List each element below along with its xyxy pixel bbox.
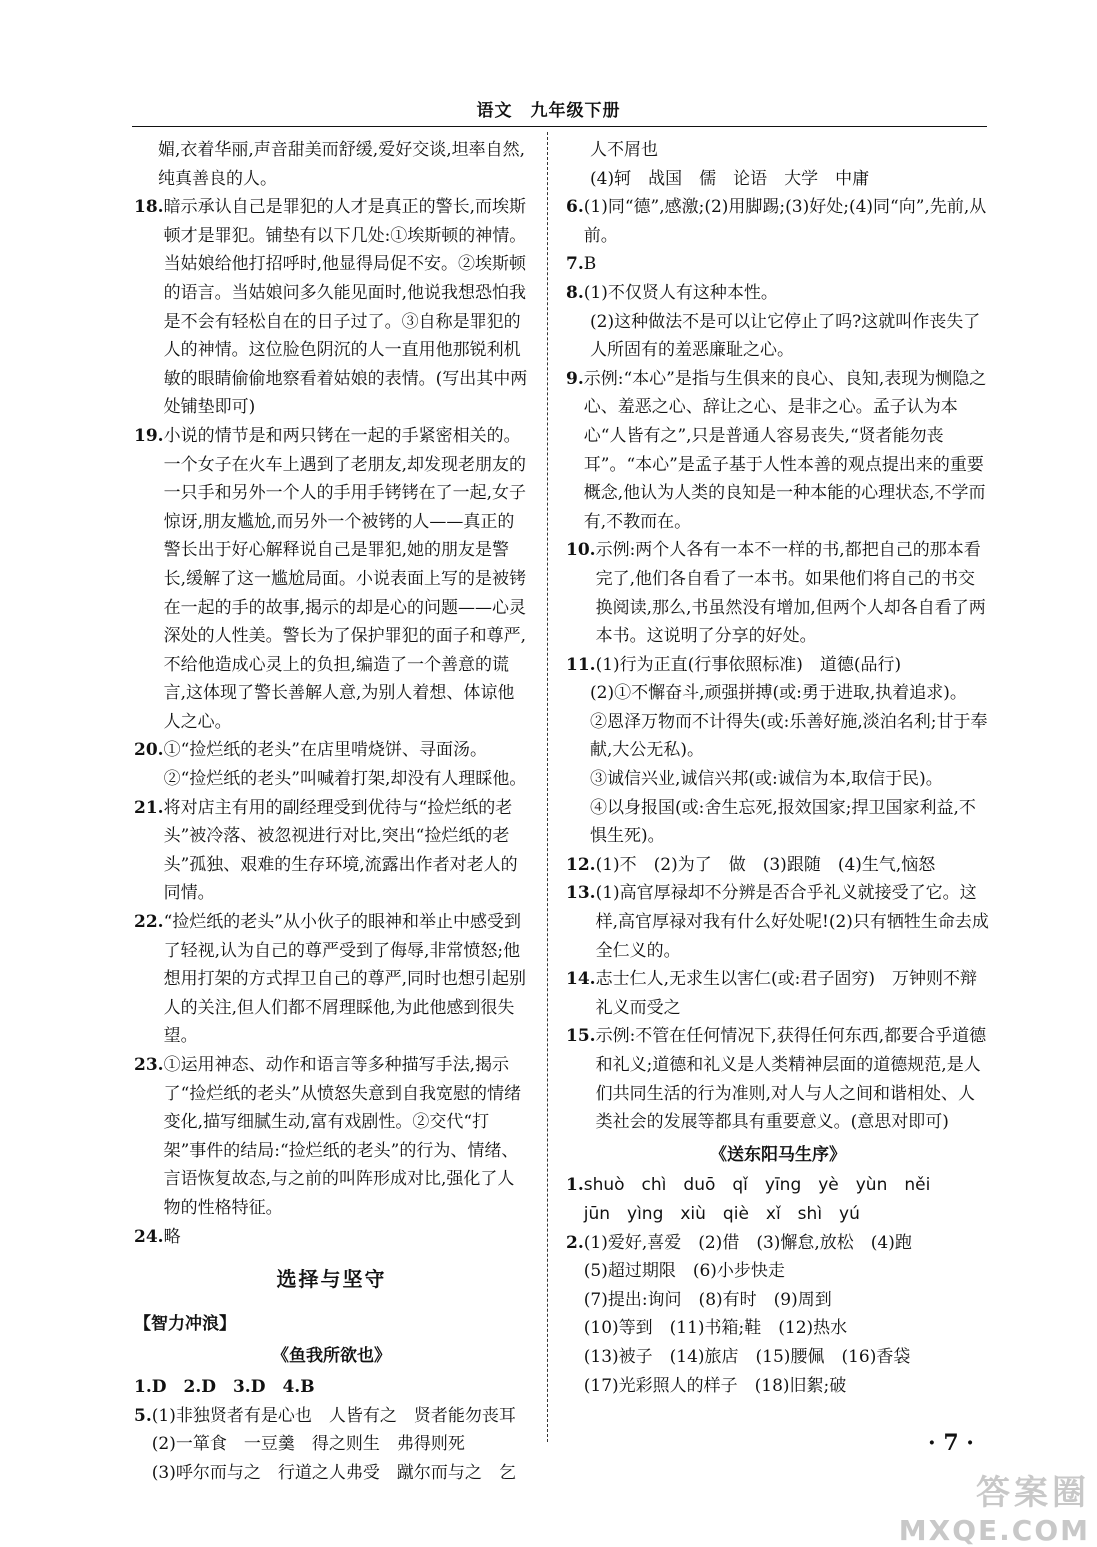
answer-text: “捡烂纸的老头”从小伙子的眼神和举止中感受到了轻视,认为自己的尊严受到了侮辱,非常愤怒;他想用打架的方式捍卫自己的尊严,同时也想引起别人的关注,但人们都不屑理睬他,为此他感到很失望。 [163,912,526,1047]
left-answer-list [134,193,529,1251]
answer-item [134,1051,529,1223]
answer-text: 将对店主有用的副经理受到优待与“捡烂纸的老头”被冷落、被忽视进行对比,突出“捡烂纸的老头”孤独、艰难的生存环境,流露出作者对老人的同情。 [163,797,518,904]
article-title: 《送东阳马生序》 [710,1144,846,1165]
article-title: 《鱼我所欲也》 [272,1346,391,1367]
answer-line: (17)光彩照人的样子 (18)旧絮;破 [583,1375,847,1396]
answer-text: B [583,254,597,275]
answer-number: 21. [134,797,164,818]
answer-item [134,908,529,1051]
answer-item-2 [566,1229,990,1401]
answer-text: (1)不 (2)为了 做 (3)跟随 (4)生气,恼怒 [595,854,936,875]
page-number: · 7 · [928,1430,974,1456]
answer-sub: ④以身报国(或:舍生忘死,报效国家;捍卫国家利益,不惧生死)。 [590,797,976,847]
answer-text: (1)高官厚禄却不分辨是否合乎礼义就接受了它。这样,高官厚禄对我有什么好处呢!(2)只有牺牲生命去成全仁义的。 [595,883,989,961]
answer-text: ①“捡烂纸的老头”在店里啃烧饼、寻面汤。②“捡烂纸的老头”叫喊着打架,却没有人理睬他。 [163,740,527,790]
answer-item [566,851,990,880]
answer-item [134,736,529,793]
right-answer-list-b [566,365,990,680]
right-answer-list-a [566,193,990,307]
section-tag: 【智力冲浪】 [134,1313,236,1334]
pinyin-line: jūn yìng xiù qiè xǐ shì yú [583,1203,860,1224]
answer-item [566,1022,990,1136]
answer-text: 示例:两个人各有一本不一样的书,都把自己的那本看完了,他们各自看了一本书。如果他们将自己的书交换阅读,那么,书虽然没有增加,但两个人却各自看了两本书。这说明了分享的好处。 [595,540,986,647]
continued-line: (4)轲 战国 儒 论语 大学 中庸 [590,168,870,189]
answer-text: 略 [163,1226,181,1247]
answer-sub: (2)这种做法不是可以让它停止了吗?这就叫作丧失了人所固有的羞恶廉耻之心。 [590,311,981,361]
answer-number: 5. [134,1405,152,1426]
answer-number: 8. [566,282,584,303]
answer-item [134,422,529,737]
continued-line: 人不屑也 [590,140,658,160]
answer-sub: (2)①不懈奋斗,顽强拼搏(或:勇于进取,执着追求)。 [590,683,967,704]
right-answer-list-c [566,851,990,1137]
answer-item [134,794,529,908]
answer-number: 13. [566,883,596,904]
answer-number: 20. [134,740,164,761]
page-header: 语文 九年级下册 [476,101,621,121]
answer-line: (5)超过期限 (6)小步快走 [583,1261,785,1282]
continued-text: 媚,衣着华丽,声音甜美而舒缓,爱好交谈,坦率自然,纯真善良的人。 [158,140,526,189]
answer-1-4: 1.D 2.D 3.D 4.B [134,1376,315,1397]
answer-line: (1)非独贤者有是心也 人皆有之 贤者能勿丧耳 [151,1405,516,1426]
answer-text: (1)不仅贤人有这种本性。 [583,282,778,303]
answer-text: 暗示承认自己是罪犯的人才是真正的警长,而埃斯顿才是罪犯。铺垫有以下几处:①埃斯顿的神情。当姑娘给他打招呼时,他显得局促不安。②埃斯顿的语言。当姑娘问多久能见面时,他说我想恐怕我是不会有轻松自在的日子过了。③自称是罪犯的人的神情。这位脸色阴沉的人一直用他那锐利机敏的眼睛偷偷地察看着姑娘的表情。(写出其中两处铺垫即可) [163,197,528,418]
answer-line: (3)呼尔而与之 行道之人弗受 蹴尔而与之 乞 [151,1462,516,1483]
answer-item [566,193,990,250]
answer-number: 14. [566,969,596,990]
left-column [134,136,529,1487]
header-rule [132,126,987,127]
answer-line: (7)提出:询问 (8)有时 (9)周到 [583,1289,832,1310]
answer-item [566,651,990,680]
answer-text: (1)同“德”,感激;(2)用脚踢;(3)好处;(4)同“向”,先前,从前。 [583,197,987,246]
answer-sub: ②恩泽万物而不计得失(或:乐善好施,淡泊名利;甘于奉献,大公无私)。 [590,711,988,761]
answer-item [566,879,990,965]
answer-number: 9. [566,368,584,389]
pinyin-line: shuò chì duō qǐ yīng yè yùn něi [583,1175,931,1196]
answer-item-pinyin [566,1171,990,1228]
answer-line: (10)等到 (11)书箱;鞋 (12)热水 [583,1318,848,1339]
answer-number: 12. [566,854,596,875]
answer-number: 2. [566,1232,584,1253]
answer-number: 10. [566,540,596,561]
watermark-text: 答案圈 [976,1473,1090,1513]
answer-number: 24. [134,1226,164,1247]
column-divider [547,132,548,1442]
right-column [566,136,990,1400]
answer-item [566,279,990,308]
answer-line: (2)一箪食 一豆羹 得之则生 弗得则死 [151,1434,465,1455]
answer-number: 19. [134,425,164,446]
answer-number: 23. [134,1055,164,1075]
answer-line: (1)爱好,喜爱 (2)借 (3)懈怠,放松 (4)跑 [583,1232,912,1253]
answer-text: (1)行为正直(行事依照标准) 道德(品行) [595,654,902,675]
answer-item [566,536,990,650]
answer-text: ①运用神态、动作和语言等多种描写手法,揭示了“捡烂纸的老头”从愤怒失意到自我宽慰的情绪变化,描写细腻生动,富有戏剧性。②交代“打架”事件的结局:“捡烂纸的老头”的行为、情绪、言语恢复故态,与之前的叫阵形成对比,强化了人物的性格特征。 [163,1055,521,1218]
answer-number: 6. [566,197,584,218]
answer-item [134,1223,529,1252]
section-title: 选择与坚守 [276,1267,387,1292]
answer-item [566,965,990,1022]
answer-number: 22. [134,912,164,933]
answer-item [566,250,990,279]
watermark-url: MXQE.COM [898,1514,1090,1547]
answer-number: 1. [566,1175,584,1196]
answer-text: 志士仁人,无求生以害仁(或:君子固穷) 万钟则不辩礼义而受之 [595,969,977,1018]
answer-number: 11. [566,654,596,675]
answer-item [134,193,529,422]
answer-number: 15. [566,1026,596,1047]
answer-item [566,365,990,537]
answer-number: 7. [566,254,584,275]
answer-sub: ③诚信兴业,诚信兴邦(或:诚信为本,取信于民)。 [590,769,943,790]
answer-line: (13)被子 (14)旅店 (15)腰佩 (16)香袋 [583,1346,911,1367]
answer-text: 示例:“本心”是指与生俱来的良心、良知,表现为恻隐之心、羞恶之心、辞让之心、是非之心。孟子认为本心“人皆有之”,只是普通人容易丧失,“贤者能勿丧耳”。“本心”是孟子基于人性本善的观点提出来的重要概念,他认为人类的良知是一种本能的心理状态,不学而有,不教而在。 [583,368,987,532]
answer-number: 18. [134,197,164,218]
answer-item-5 [134,1402,529,1488]
answer-text: 小说的情节是和两只铐在一起的手紧密相关的。一个女子在火车上遇到了老朋友,却发现老朋友的一只手和另外一个人的手用手铐铐在了一起,女子惊讶,朋友尴尬,而另外一个被铐的人——真正的警长出于好心解释说自己是罪犯,她的朋友是警长,缓解了这一尴尬局面。小说表面上写的是被铐在一起的手的故事,揭示的却是心的问题——心灵深处的人性美。警长为了保护罪犯的面子和尊严,不给他造成心灵上的负担,编造了一个善意的谎言,这体现了警长善解人意,为别人着想、体谅他人之心。 [163,425,526,732]
answer-text: 示例:不管在任何情况下,获得任何东西,都要合乎道德和礼义;道德和礼义是人类精神层面的道德规范,是人们共同生活的行为准则,对人与人之间和谐相处、人类社会的发展等都具有重要意义。(意思对即可) [595,1026,987,1133]
watermark-logo [890,1465,1090,1547]
